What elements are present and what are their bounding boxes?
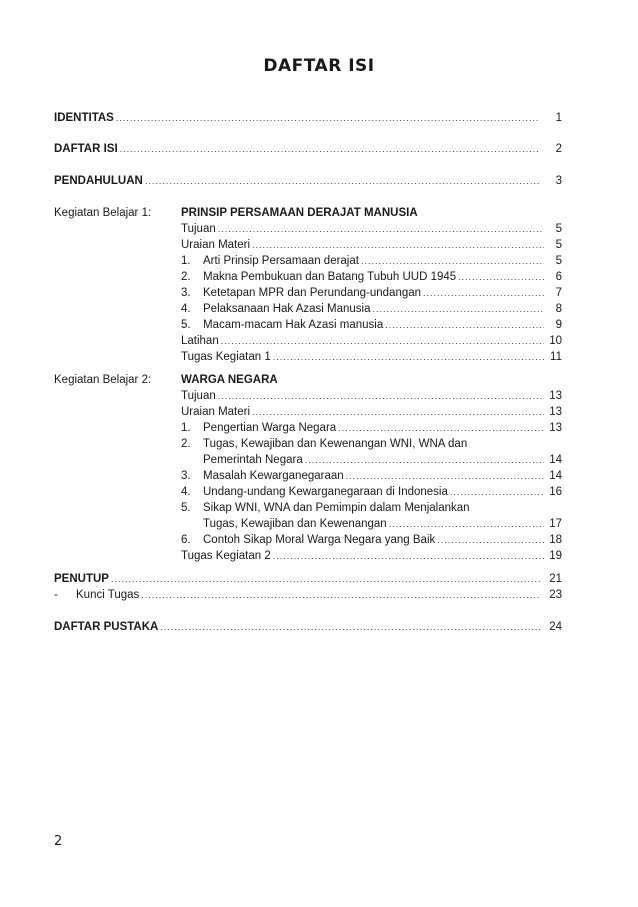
toc-entry-identitas[interactable] [54,110,562,126]
toc-page: 9 [555,319,562,331]
toc-entry-kb1-item-1[interactable] [181,253,562,269]
leader-dots [450,484,544,500]
toc-page: 19 [549,550,562,562]
item-number: 5. [181,319,191,331]
list-dash: - [54,589,58,601]
leader-dots [116,110,540,126]
item-number: 3. [181,470,191,482]
leader-dots [389,516,544,532]
toc-label: Undang-undang Kewarganegaraan di Indonesia [203,486,448,498]
toc-entry-kb1-uraian[interactable] [181,237,562,253]
toc-page: 17 [549,518,562,530]
leader-dots [346,468,544,484]
toc-label: DAFTAR PUSTAKA [54,621,159,633]
toc-entry-daftar-isi[interactable] [54,141,562,157]
toc-page: 16 [549,486,562,498]
leader-dots [273,349,544,365]
toc-label: PENUTUP [54,573,109,585]
toc-page: 1 [555,112,562,124]
toc-label: PENDAHULUAN [54,175,143,187]
leader-dots [141,587,540,603]
toc-page: 18 [549,534,562,546]
kb1-heading: PRINSIP PERSAMAAN DERAJAT MANUSIA [181,207,418,219]
toc-entry-kb2-item-4[interactable] [181,484,562,500]
toc-label: Uraian Materi [181,239,251,251]
toc-label: Masalah Kewarganegaraan [203,470,344,482]
leader-dots [120,141,540,157]
leader-dots [218,221,544,237]
toc-page: 2 [555,143,562,155]
toc-entry-pendahuluan[interactable] [54,173,562,189]
toc-entry-kb2-item-5[interactable] [203,516,562,532]
item-number: 2. [181,438,191,450]
leader-dots [145,173,540,189]
toc-page: 5 [555,255,562,267]
toc-page: 24 [549,621,562,633]
toc-label: Pelaksanaan Hak Azasi Manusia [203,303,371,315]
toc-entry-kb2-item-6[interactable] [181,532,562,548]
leader-dots [218,388,544,404]
toc-entry-kb2-item-1[interactable] [181,420,562,436]
toc-label: DAFTAR ISI [54,143,118,155]
leader-dots [252,404,544,420]
toc-entry-kb2-tujuan[interactable] [181,388,562,404]
leader-dots [305,452,544,468]
toc-entry-kb2-uraian[interactable] [181,404,562,420]
toc-page: 14 [549,470,562,482]
toc-page: 13 [549,390,562,402]
toc-page: 13 [549,422,562,434]
leader-dots [111,571,540,587]
item-number: 5. [181,502,191,514]
toc-label: Uraian Materi [181,406,251,418]
toc-page: 8 [555,303,562,315]
toc-entry-daftar-pustaka[interactable] [54,619,562,635]
leader-dots [458,269,544,285]
item-number: 1. [181,422,191,434]
toc-label: IDENTITAS [54,112,114,124]
toc-label: Contoh Sikap Moral Warga Negara yang Baik [203,534,436,546]
toc-page: 13 [549,406,562,418]
toc-label: Pemerintah Negara [203,454,303,466]
toc-page: 14 [549,454,562,466]
leader-dots [437,532,544,548]
toc-label: Arti Prinsip Persamaan derajat [203,255,359,267]
leader-dots [160,619,540,635]
toc-entry-kunci-tugas[interactable] [54,587,562,603]
kb1-label: Kegiatan Belajar 1: [54,207,152,219]
leader-dots [361,253,544,269]
leader-dots [338,420,544,436]
toc-page: 7 [555,287,562,299]
leader-dots [385,317,544,333]
toc-page: 3 [555,175,562,187]
toc-entry-kb1-latihan[interactable] [181,333,562,349]
toc-entry-kb2-item-5-line1 [181,500,470,516]
page-title: DAFTAR ISI [263,56,375,76]
toc-entry-kb1-item-3[interactable] [181,285,562,301]
leader-dots [221,333,544,349]
toc-entry-kb2-item-2-line1 [181,436,467,452]
item-number: 2. [181,271,191,283]
item-number: 1. [181,255,191,267]
item-number: 4. [181,303,191,315]
item-number: 3. [181,287,191,299]
leader-dots [273,548,544,564]
toc-page: 11 [550,351,562,363]
toc-page: 10 [549,335,562,347]
leader-dots [373,301,545,317]
toc-label: Makna Pembukuan dan Batang Tubuh UUD 1945 [203,271,457,283]
toc-page: 21 [549,573,562,585]
item-number: 6. [181,534,191,546]
toc-page: 23 [549,589,562,601]
item-number: 4. [181,486,191,498]
toc-entry-kb2-tugas[interactable] [181,548,562,564]
toc-label: Tugas, Kewajiban dan Kewenangan [203,518,387,530]
toc-page: 5 [555,223,562,235]
toc-label: Kunci Tugas [76,589,140,601]
toc-entry-kb1-tujuan[interactable] [181,221,562,237]
toc-label: Tugas Kegiatan 1 [181,351,271,363]
kb2-heading: WARGA NEGARA [181,374,278,386]
page-number: 2 [54,834,63,849]
toc-label: Tujuan [181,390,216,402]
toc-label: Pengertian Warga Negara [203,422,337,434]
leader-dots [423,285,544,301]
toc-label: Tugas Kegiatan 2 [181,550,271,562]
toc-label: Ketetapan MPR dan Perundang-undangan [203,287,422,299]
toc-entry-kb1-tugas[interactable] [181,349,562,365]
toc-entry-kb2-item-2[interactable] [203,452,562,468]
toc-label: Sikap WNI, WNA dan Pemimpin dalam Menjalankan [203,502,470,514]
kb2-label: Kegiatan Belajar 2: [54,374,152,386]
toc-page: 5 [555,239,562,251]
toc-entry-kb1-item-2[interactable] [181,269,562,285]
toc-entry-kb1-item-4[interactable] [181,301,562,317]
toc-label: Latihan [181,335,219,347]
toc-label: Tujuan [181,223,216,235]
toc-page: 6 [555,271,562,283]
toc-entry-kb1-item-5[interactable] [181,317,562,333]
toc-entry-kb2-item-3[interactable] [181,468,562,484]
leader-dots [252,237,544,253]
toc-label: Tugas, Kewajiban dan Kewenangan WNI, WNA dan [203,438,468,450]
toc-label: Macam-macam Hak Azasi manusia [203,319,384,331]
toc-entry-penutup[interactable] [54,571,562,587]
